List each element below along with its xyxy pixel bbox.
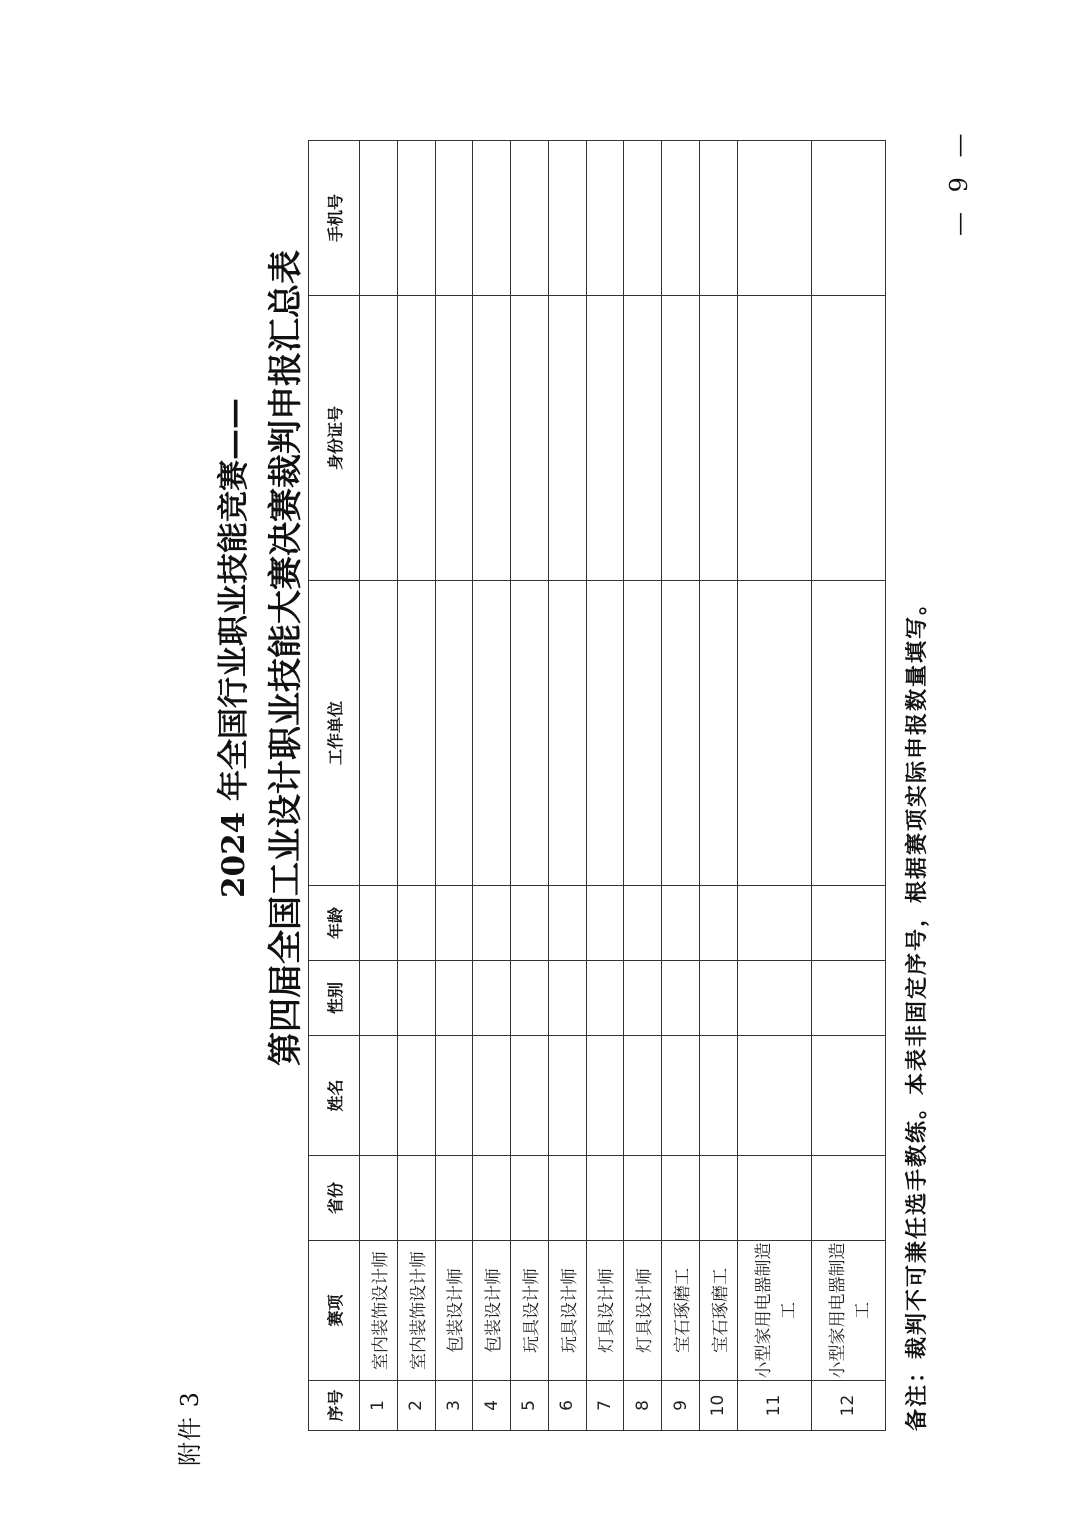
- cell-id-number[interactable]: [699, 296, 737, 581]
- cell-phone[interactable]: [624, 141, 662, 296]
- cell-name[interactable]: [586, 1036, 624, 1156]
- referee-summary-table: [308, 140, 886, 1431]
- table-row: [511, 141, 549, 1431]
- cell-phone[interactable]: [699, 141, 737, 296]
- row-event: 灯具设计师: [586, 1241, 624, 1381]
- cell-age[interactable]: [699, 886, 737, 961]
- cell-workplace[interactable]: [737, 581, 811, 886]
- cell-phone[interactable]: [435, 141, 473, 296]
- row-no: 11: [737, 1381, 811, 1431]
- cell-id-number[interactable]: [811, 296, 885, 581]
- header-id-number: 身份证号: [309, 296, 360, 581]
- cell-workplace[interactable]: [397, 581, 435, 886]
- cell-gender[interactable]: [662, 961, 700, 1036]
- cell-workplace[interactable]: [811, 581, 885, 886]
- cell-province[interactable]: [811, 1156, 885, 1241]
- cell-phone[interactable]: [662, 141, 700, 296]
- table-row: [548, 141, 586, 1431]
- header-province: 省份: [309, 1156, 360, 1241]
- table-row: [811, 141, 885, 1431]
- cell-id-number[interactable]: [360, 296, 398, 581]
- cell-id-number[interactable]: [473, 296, 511, 581]
- cell-gender[interactable]: [473, 961, 511, 1036]
- cell-gender[interactable]: [397, 961, 435, 1036]
- cell-province[interactable]: [360, 1156, 398, 1241]
- row-event: 灯具设计师: [624, 1241, 662, 1381]
- cell-phone[interactable]: [397, 141, 435, 296]
- cell-name[interactable]: [699, 1036, 737, 1156]
- header-age: 年龄: [309, 886, 360, 961]
- cell-province[interactable]: [435, 1156, 473, 1241]
- row-no: 4: [473, 1381, 511, 1431]
- title-line-2: 第四届全国工业设计职业技能大赛决赛裁判申报汇总表: [266, 250, 306, 1066]
- cell-workplace[interactable]: [548, 581, 586, 886]
- row-event: 玩具设计师: [511, 1241, 549, 1381]
- cell-phone[interactable]: [811, 141, 885, 296]
- cell-name[interactable]: [662, 1036, 700, 1156]
- header-name: 姓名: [309, 1036, 360, 1156]
- cell-phone[interactable]: [548, 141, 586, 296]
- cell-gender[interactable]: [586, 961, 624, 1036]
- cell-name[interactable]: [473, 1036, 511, 1156]
- cell-province[interactable]: [624, 1156, 662, 1241]
- row-event: 宝石琢磨工: [662, 1241, 700, 1381]
- row-event: 小型家用电器制造工: [737, 1241, 811, 1381]
- row-event: 小型家用电器制造工: [811, 1241, 885, 1381]
- cell-age[interactable]: [435, 886, 473, 961]
- cell-name[interactable]: [811, 1036, 885, 1156]
- row-no: 8: [624, 1381, 662, 1431]
- header-event: 赛项: [309, 1241, 360, 1381]
- cell-age[interactable]: [360, 886, 398, 961]
- cell-province[interactable]: [548, 1156, 586, 1241]
- cell-name[interactable]: [360, 1036, 398, 1156]
- cell-gender[interactable]: [360, 961, 398, 1036]
- header-phone: 手机号: [309, 141, 360, 296]
- cell-workplace[interactable]: [624, 581, 662, 886]
- cell-gender[interactable]: [624, 961, 662, 1036]
- cell-phone[interactable]: [737, 141, 811, 296]
- cell-gender[interactable]: [548, 961, 586, 1036]
- table-row: [662, 141, 700, 1431]
- cell-name[interactable]: [397, 1036, 435, 1156]
- row-event: 室内装饰设计师: [397, 1241, 435, 1381]
- cell-name[interactable]: [435, 1036, 473, 1156]
- cell-gender[interactable]: [699, 961, 737, 1036]
- cell-name[interactable]: [511, 1036, 549, 1156]
- table-row: [586, 141, 624, 1431]
- table-row: [435, 141, 473, 1431]
- cell-workplace[interactable]: [435, 581, 473, 886]
- cell-workplace[interactable]: [662, 581, 700, 886]
- row-no: 2: [397, 1381, 435, 1431]
- cell-gender[interactable]: [737, 961, 811, 1036]
- cell-province[interactable]: [737, 1156, 811, 1241]
- header-no: 序号: [309, 1381, 360, 1431]
- row-no: 3: [435, 1381, 473, 1431]
- row-event: 包装设计师: [473, 1241, 511, 1381]
- cell-workplace[interactable]: [586, 581, 624, 886]
- cell-workplace[interactable]: [511, 581, 549, 886]
- title-line-1: 2024 年全国行业职业技能竞赛——: [216, 397, 252, 899]
- cell-province[interactable]: [397, 1156, 435, 1241]
- row-no: 7: [586, 1381, 624, 1431]
- cell-age[interactable]: [548, 886, 586, 961]
- cell-province[interactable]: [511, 1156, 549, 1241]
- cell-id-number[interactable]: [397, 296, 435, 581]
- cell-phone[interactable]: [473, 141, 511, 296]
- cell-gender[interactable]: [435, 961, 473, 1036]
- attachment-label: 附件 3: [176, 1391, 204, 1466]
- cell-workplace[interactable]: [360, 581, 398, 886]
- cell-phone[interactable]: [586, 141, 624, 296]
- cell-age[interactable]: [811, 886, 885, 961]
- cell-workplace[interactable]: [473, 581, 511, 886]
- cell-name[interactable]: [737, 1036, 811, 1156]
- cell-province[interactable]: [662, 1156, 700, 1241]
- table-body: [360, 141, 886, 1431]
- cell-age[interactable]: [511, 886, 549, 961]
- row-event: 室内装饰设计师: [360, 1241, 398, 1381]
- row-no: 1: [360, 1381, 398, 1431]
- page-number: — 9 —: [945, 127, 973, 236]
- cell-phone[interactable]: [511, 141, 549, 296]
- cell-age[interactable]: [662, 886, 700, 961]
- cell-gender[interactable]: [511, 961, 549, 1036]
- row-no: 6: [548, 1381, 586, 1431]
- table-row: [397, 141, 435, 1431]
- cell-age[interactable]: [586, 886, 624, 961]
- table-row: [699, 141, 737, 1431]
- table-row: [360, 141, 398, 1431]
- cell-id-number[interactable]: [435, 296, 473, 581]
- footnote: 备注：裁判不可兼任选手教练。本表非固定序号，根据赛项实际申报数量填写。: [905, 590, 930, 1431]
- row-event: 宝石琢磨工: [699, 1241, 737, 1381]
- cell-age[interactable]: [737, 886, 811, 961]
- cell-id-number[interactable]: [662, 296, 700, 581]
- cell-phone[interactable]: [360, 141, 398, 296]
- cell-age[interactable]: [473, 886, 511, 961]
- cell-id-number[interactable]: [737, 296, 811, 581]
- row-no: 5: [511, 1381, 549, 1431]
- row-no: 10: [699, 1381, 737, 1431]
- table-row: [624, 141, 662, 1431]
- header-gender: 性别: [309, 961, 360, 1036]
- cell-name[interactable]: [548, 1036, 586, 1156]
- table-row: [473, 141, 511, 1431]
- cell-id-number[interactable]: [586, 296, 624, 581]
- cell-gender[interactable]: [811, 961, 885, 1036]
- cell-id-number[interactable]: [548, 296, 586, 581]
- cell-age[interactable]: [397, 886, 435, 961]
- row-no: 12: [811, 1381, 885, 1431]
- cell-workplace[interactable]: [699, 581, 737, 886]
- cell-id-number[interactable]: [511, 296, 549, 581]
- row-event: 玩具设计师: [548, 1241, 586, 1381]
- header-workplace: 工作单位: [309, 581, 360, 886]
- cell-age[interactable]: [624, 886, 662, 961]
- cell-province[interactable]: [699, 1156, 737, 1241]
- row-no: 9: [662, 1381, 700, 1431]
- cell-name[interactable]: [624, 1036, 662, 1156]
- table-row: [737, 141, 811, 1431]
- cell-province[interactable]: [473, 1156, 511, 1241]
- cell-province[interactable]: [586, 1156, 624, 1241]
- row-event: 包装设计师: [435, 1241, 473, 1381]
- cell-id-number[interactable]: [624, 296, 662, 581]
- table-header-row: [309, 141, 360, 1431]
